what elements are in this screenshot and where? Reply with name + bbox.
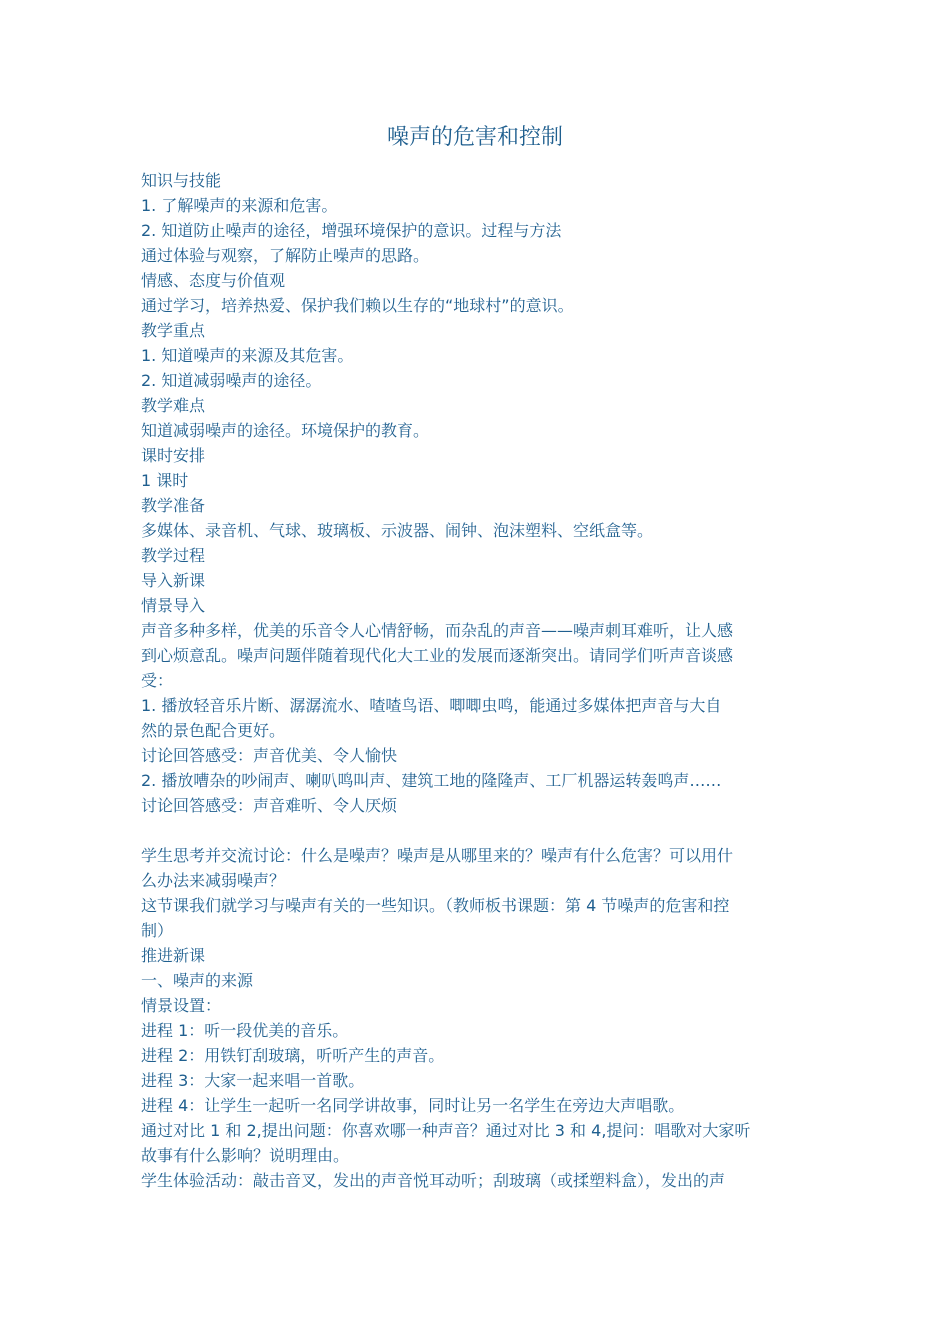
text-line: 声音多种多样，优美的乐音令人心情舒畅，而杂乱的声音——噪声刺耳难听，让人感 [141,621,734,640]
text-line: 1. 播放轻音乐片断、潺潺流水、喳喳鸟语、唧唧虫鸣，能通过多媒体把声音与大自 [141,696,722,715]
text-line: 1. 了解噪声的来源和危害。 [141,196,338,215]
text-line: 知识与技能 [141,171,222,190]
text-line: 1. 知道噪声的来源及其危害。 [141,346,354,365]
text-line: 讨论回答感受：声音优美、令人愉快 [141,746,398,765]
text-line: 进程 3：大家一起来唱一首歌。 [141,1071,365,1090]
text-line: 情感、态度与价值观 [141,271,286,290]
text-line: 通过对比 1 和 2,提出问题：你喜欢哪一种声音？通过对比 3 和 4,提问：唱歌对大家听 [141,1121,751,1140]
text-line: 然的景色配合更好。 [141,721,286,740]
text-line: 通过体验与观察，了解防止噪声的思路。 [141,246,430,265]
text-line: 教学准备 [141,496,206,515]
text-line: 2. 知道防止噪声的途径，增强环境保护的意识。过程与方法 [141,221,562,240]
text-line: 教学重点 [141,321,206,340]
text-line: 通过学习，培养热爱、保护我们赖以生存的“地球村”的意识。 [141,296,574,315]
text-line: 进程 2：用铁钉刮玻璃，听听产生的声音。 [141,1046,445,1065]
text-line: 这节课我们就学习与噪声有关的一些知识。（教师板书课题：第 4 节噪声的危害和控 [141,896,730,915]
blank-line [141,818,813,843]
text-line: 2. 知道减弱噪声的途径。 [141,371,322,390]
text-line: 课时安排 [141,446,206,465]
document-body [141,168,813,1193]
text-line: 导入新课 [141,571,206,590]
text-line: 情景导入 [141,596,206,615]
page-title: 噪声的危害和控制 [386,125,563,150]
text-line: 情景设置： [141,996,222,1015]
text-line: 教学难点 [141,396,206,415]
text-line: 讨论回答感受：声音难听、令人厌烦 [141,796,398,815]
text-line: 一、噪声的来源 [141,971,254,990]
text-line: 进程 1：听一段优美的音乐。 [141,1021,349,1040]
text-line: 1 课时 [141,471,189,490]
text-line: 知道减弱噪声的途径。环境保护的教育。 [141,421,430,440]
text-line: 故事有什么影响？说明理由。 [141,1146,350,1165]
text-line: 2. 播放嘈杂的吵闹声、喇叭鸣叫声、建筑工地的隆隆声、工厂机器运转轰鸣声…… [141,771,722,790]
text-line: 到心烦意乱。噪声问题伴随着现代化大工业的发展而逐渐突出。请同学们听声音谈感 [141,646,734,665]
text-line: 进程 4：让学生一起听一名同学讲故事，同时让另一名学生在旁边大声唱歌。 [141,1096,685,1115]
text-line: 多媒体、录音机、气球、玻璃板、示波器、闹钟、泡沫塑料、空纸盒等。 [141,521,654,540]
text-line: 学生体验活动：敲击音叉，发出的声音悦耳动听；刮玻璃（或揉塑料盒），发出的声 [141,1171,726,1190]
text-line: 制） [141,921,174,940]
text-line: 学生思考并交流讨论：什么是噪声？噪声是从哪里来的？噪声有什么危害？可以用什 [141,846,734,865]
text-line: 受： [141,671,174,690]
text-line: 教学过程 [141,546,206,565]
text-line: 么办法来减弱噪声？ [141,871,286,890]
text-line: 推进新课 [141,946,206,965]
